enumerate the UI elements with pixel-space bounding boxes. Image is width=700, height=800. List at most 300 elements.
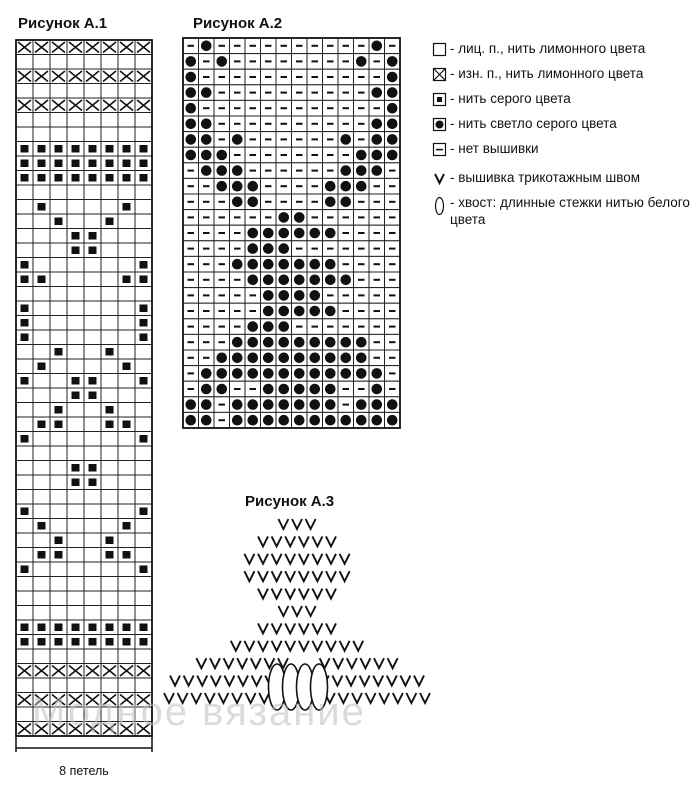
- a2-dot-mark: [387, 87, 398, 98]
- a1-knit-cell: [33, 55, 50, 70]
- a1-square-mark: [140, 160, 148, 168]
- a2-dash-mark: [188, 45, 195, 47]
- a2-dash-mark: [312, 248, 319, 250]
- a1-knit-cell: [67, 113, 84, 128]
- legend-text: - вышивка трикотажным швом: [450, 170, 641, 185]
- a2-dot-mark: [294, 275, 305, 286]
- a1-knit-cell: [84, 127, 101, 142]
- a1-knit-cell: [67, 330, 84, 345]
- a1-knit-cell: [67, 258, 84, 273]
- a2-dash-mark: [327, 248, 334, 250]
- a1-knit-cell: [16, 287, 33, 302]
- a1-knit-cell: [16, 490, 33, 505]
- a1-square-mark: [21, 508, 29, 516]
- a1-knit-cell: [50, 330, 67, 345]
- a2-dash-mark: [343, 263, 350, 265]
- a2-dot-mark: [278, 415, 289, 426]
- a3-v-stitch: [299, 571, 309, 581]
- a1-knit-cell: [118, 461, 135, 476]
- a1-knit-cell: [118, 388, 135, 403]
- legend-text: - нить светло серого цвета: [450, 116, 617, 131]
- a3-v-stitch: [292, 606, 302, 616]
- a1-knit-cell: [101, 185, 118, 200]
- a1-square-mark: [89, 232, 97, 240]
- a1-knit-cell: [33, 432, 50, 447]
- a1-square-mark: [89, 247, 97, 255]
- a1-knit-cell: [118, 490, 135, 505]
- a2-dot-mark: [263, 228, 274, 239]
- a1-knit-cell: [135, 388, 152, 403]
- a1-knit-cell: [135, 214, 152, 229]
- a3-v-stitch: [278, 519, 288, 529]
- a2-dash-mark: [374, 248, 381, 250]
- a1-square-mark: [140, 261, 148, 269]
- a1-square-mark: [106, 174, 114, 182]
- a2-dot-mark: [294, 384, 305, 395]
- a2-dot-mark: [309, 399, 320, 410]
- a3-v-stitch: [326, 536, 336, 546]
- a2-dash-mark: [327, 60, 334, 62]
- a2-dot-mark: [387, 415, 398, 426]
- a1-knit-cell: [84, 287, 101, 302]
- a2-dot-mark: [340, 134, 351, 145]
- a1-square-mark: [38, 421, 46, 429]
- a2-dot-mark: [263, 384, 274, 395]
- legend-item-light-grey: [432, 115, 694, 132]
- a3-v-stitch: [414, 676, 424, 686]
- a2-dash-mark: [312, 123, 319, 125]
- a1-knit-cell: [135, 548, 152, 563]
- a1-square-mark: [38, 174, 46, 182]
- a2-dash-mark: [203, 279, 210, 281]
- a1-knit-cell: [67, 591, 84, 606]
- a2-dot-mark: [232, 368, 243, 379]
- a2-dash-mark: [250, 76, 257, 78]
- a2-dash-mark: [188, 201, 195, 203]
- a2-dash-mark: [374, 185, 381, 187]
- a1-knit-cell: [50, 316, 67, 331]
- a1-square-mark: [140, 638, 148, 646]
- a2-dash-mark: [358, 248, 365, 250]
- a1-knit-cell: [50, 606, 67, 621]
- a3-v-stitch: [312, 554, 322, 564]
- a3-v-stitch: [326, 623, 336, 633]
- a1-knit-cell: [16, 548, 33, 563]
- a2-dash-mark: [188, 357, 195, 359]
- a2-dash-mark: [234, 107, 241, 109]
- a2-dash-mark: [188, 326, 195, 328]
- a1-knit-cell: [135, 446, 152, 461]
- a2-dot-mark: [185, 72, 196, 83]
- a1-knit-cell: [101, 258, 118, 273]
- big-dot-square-icon: [432, 117, 447, 132]
- a3-v-stitch: [366, 693, 376, 703]
- a2-dot-mark: [294, 353, 305, 364]
- a2-dash-mark: [203, 201, 210, 203]
- a2-dot-mark: [278, 259, 289, 270]
- a2-dash-mark: [188, 341, 195, 343]
- a2-dot-mark: [309, 337, 320, 348]
- a1-knit-cell: [101, 606, 118, 621]
- a2-dash-mark: [343, 60, 350, 62]
- a3-v-stitch: [258, 554, 268, 564]
- a1-knit-cell: [101, 113, 118, 128]
- a3-v-stitch: [340, 641, 350, 651]
- a2-dash-mark: [219, 263, 226, 265]
- a1-knit-cell: [118, 330, 135, 345]
- legend-text: - нить серого цвета: [450, 91, 571, 106]
- a2-dot-mark: [371, 415, 382, 426]
- a2-dash-mark: [327, 107, 334, 109]
- a2-dot-mark: [201, 368, 212, 379]
- a1-knit-cell: [84, 200, 101, 215]
- a3-v-stitch: [272, 589, 282, 599]
- a1-square-mark: [140, 319, 148, 327]
- a2-dot-mark: [278, 228, 289, 239]
- a2-dash-mark: [203, 107, 210, 109]
- a1-knit-cell: [16, 446, 33, 461]
- a1-knit-cell: [50, 287, 67, 302]
- a1-knit-cell: [16, 461, 33, 476]
- a2-dash-mark: [281, 201, 288, 203]
- a1-knit-cell: [118, 287, 135, 302]
- a1-knit-cell: [50, 127, 67, 142]
- a1-knit-cell: [84, 591, 101, 606]
- a3-v-stitch: [312, 623, 322, 633]
- a2-dot-mark: [294, 368, 305, 379]
- a1-knit-cell: [135, 475, 152, 490]
- a1-knit-cell: [118, 185, 135, 200]
- a1-square-mark: [38, 624, 46, 632]
- a1-knit-cell: [84, 403, 101, 418]
- a2-dash-mark: [203, 76, 210, 78]
- a1-knit-cell: [33, 577, 50, 592]
- a1-knit-cell: [84, 359, 101, 374]
- legend-item-purl: [432, 65, 694, 82]
- a1-knit-cell: [50, 185, 67, 200]
- a1-knit-cell: [67, 55, 84, 70]
- a1-knit-cell: [118, 504, 135, 519]
- a2-dash-mark: [219, 123, 226, 125]
- a2-dot-mark: [356, 399, 367, 410]
- a1-knit-cell: [50, 272, 67, 287]
- a2-dash-mark: [374, 263, 381, 265]
- a1-knit-cell: [101, 504, 118, 519]
- a2-dot-mark: [232, 134, 243, 145]
- a1-square-mark: [106, 160, 114, 168]
- legend-item-knit: [432, 40, 694, 57]
- a2-dash-mark: [281, 154, 288, 156]
- legend-item-grey: [432, 90, 694, 107]
- a3-v-stitch: [388, 658, 398, 668]
- a3-v-stitch: [420, 693, 430, 703]
- a1-square-mark: [21, 174, 29, 182]
- a2-dot-mark: [263, 243, 274, 254]
- a1-knit-cell: [84, 84, 101, 99]
- a2-dash-mark: [203, 60, 210, 62]
- a2-dot-mark: [185, 103, 196, 114]
- a2-dash-mark: [358, 279, 365, 281]
- a1-knit-cell: [67, 301, 84, 316]
- a1-knit-cell: [33, 258, 50, 273]
- a2-dash-mark: [219, 107, 226, 109]
- a1-knit-cell: [135, 577, 152, 592]
- a2-dash-mark: [203, 357, 210, 359]
- a1-knit-cell: [101, 475, 118, 490]
- a3-v-stitch: [340, 571, 350, 581]
- a2-dash-mark: [343, 326, 350, 328]
- a2-dot-mark: [263, 290, 274, 301]
- a2-dash-mark: [250, 154, 257, 156]
- a2-dot-mark: [247, 243, 258, 254]
- a2-dash-mark: [389, 310, 396, 312]
- a2-dash-mark: [296, 201, 303, 203]
- a1-square-mark: [106, 638, 114, 646]
- a1-knit-cell: [67, 446, 84, 461]
- a1-knit-cell: [101, 591, 118, 606]
- a2-dash-mark: [343, 404, 350, 406]
- a3-v-stitch: [292, 519, 302, 529]
- a2-dash-mark: [296, 154, 303, 156]
- a3-v-stitch: [258, 571, 268, 581]
- a1-square-mark: [140, 145, 148, 153]
- legend-text: - лиц. п., нить лимонного цвета: [450, 41, 646, 56]
- a3-v-stitch: [346, 676, 356, 686]
- a2-dash-mark: [327, 294, 334, 296]
- a3-v-stitch: [400, 676, 410, 686]
- a2-dash-mark: [312, 60, 319, 62]
- a1-knit-cell: [84, 55, 101, 70]
- a2-dash-mark: [389, 326, 396, 328]
- a2-dash-mark: [327, 138, 334, 140]
- a2-dash-mark: [327, 170, 334, 172]
- a1-square-mark: [123, 624, 131, 632]
- a1-square-mark: [106, 406, 114, 414]
- a2-dot-mark: [247, 228, 258, 239]
- a2-dot-mark: [216, 353, 227, 364]
- a1-knit-cell: [33, 649, 50, 664]
- a3-v-stitch: [374, 658, 384, 668]
- a2-dash-mark: [188, 263, 195, 265]
- a1-knit-cell: [101, 649, 118, 664]
- a2-dash-mark: [234, 388, 241, 390]
- a1-knit-cell: [50, 55, 67, 70]
- a1-square-mark: [38, 363, 46, 371]
- a1-knit-cell: [67, 504, 84, 519]
- a1-knit-cell: [50, 519, 67, 534]
- a3-v-stitch: [210, 658, 220, 668]
- a1-knit-cell: [67, 432, 84, 447]
- a3-v-stitch: [224, 676, 234, 686]
- a2-dot-mark: [232, 415, 243, 426]
- a1-knit-cell: [101, 388, 118, 403]
- a1-knit-cell: [16, 533, 33, 548]
- a3-v-stitch: [224, 658, 234, 668]
- a2-dash-mark: [265, 123, 272, 125]
- a1-knit-cell: [50, 475, 67, 490]
- a1-knit-cell: [67, 316, 84, 331]
- a2-dash-mark: [219, 404, 226, 406]
- a2-dash-mark: [265, 216, 272, 218]
- a2-dash-mark: [219, 248, 226, 250]
- a2-dash-mark: [296, 185, 303, 187]
- a2-dot-mark: [340, 415, 351, 426]
- a2-dash-mark: [374, 341, 381, 343]
- a2-dash-mark: [374, 279, 381, 281]
- a1-knit-cell: [84, 562, 101, 577]
- a3-v-stitch: [360, 658, 370, 668]
- a3-v-stitch: [285, 571, 295, 581]
- a1-square-mark: [72, 232, 80, 240]
- a1-square-mark: [72, 247, 80, 255]
- a1-knit-cell: [16, 707, 33, 722]
- a2-dot-mark: [294, 415, 305, 426]
- a1-knit-cell: [101, 200, 118, 215]
- a1-knit-cell: [118, 243, 135, 258]
- a1-knit-cell: [33, 301, 50, 316]
- a2-dash-mark: [312, 201, 319, 203]
- a2-dash-mark: [265, 76, 272, 78]
- a2-dash-mark: [281, 138, 288, 140]
- a1-square-mark: [38, 551, 46, 559]
- a2-dash-mark: [234, 294, 241, 296]
- a1-knit-cell: [101, 330, 118, 345]
- a1-knit-cell: [135, 606, 152, 621]
- a1-knit-cell: [118, 84, 135, 99]
- a1-knit-cell: [101, 316, 118, 331]
- a1-knit-cell: [67, 185, 84, 200]
- a2-dot-mark: [201, 41, 212, 52]
- a2-dot-mark: [216, 384, 227, 395]
- a2-dash-mark: [250, 294, 257, 296]
- a1-knit-cell: [84, 214, 101, 229]
- a2-dash-mark: [250, 388, 257, 390]
- a2-dash-mark: [358, 92, 365, 94]
- a1-square-mark: [55, 160, 63, 168]
- a2-dot-mark: [247, 275, 258, 286]
- a1-knit-cell: [118, 591, 135, 606]
- a2-dot-mark: [325, 181, 336, 192]
- a2-dash-mark: [219, 138, 226, 140]
- a2-dot-mark: [263, 259, 274, 270]
- a2-dot-mark: [387, 103, 398, 114]
- a2-dot-mark: [263, 337, 274, 348]
- a3-v-stitch: [244, 571, 254, 581]
- a2-dot-mark: [294, 306, 305, 317]
- a2-dash-mark: [374, 232, 381, 234]
- a1-knit-cell: [50, 562, 67, 577]
- a1-knit-cell: [16, 214, 33, 229]
- a1-knit-cell: [135, 403, 152, 418]
- a2-dot-mark: [216, 368, 227, 379]
- a1-square-mark: [106, 218, 114, 226]
- a1-knit-cell: [50, 577, 67, 592]
- a1-knit-cell: [84, 577, 101, 592]
- a2-dot-mark: [371, 384, 382, 395]
- a2-dot-mark: [340, 368, 351, 379]
- a2-dash-mark: [265, 45, 272, 47]
- a2-dash-mark: [219, 419, 226, 421]
- a1-knit-cell: [50, 504, 67, 519]
- a2-dash-mark: [281, 76, 288, 78]
- a1-knit-cell: [84, 446, 101, 461]
- a2-dash-mark: [358, 294, 365, 296]
- a2-dot-mark: [340, 165, 351, 176]
- a1-knit-cell: [84, 519, 101, 534]
- a1-knit-cell: [50, 591, 67, 606]
- a2-dash-mark: [343, 154, 350, 156]
- a2-dash-mark: [234, 310, 241, 312]
- a1-knit-cell: [67, 417, 84, 432]
- a1-knit-cell: [16, 678, 33, 693]
- a2-dash-mark: [234, 279, 241, 281]
- a2-dash-mark: [389, 201, 396, 203]
- a2-dash-mark: [234, 76, 241, 78]
- a2-dash-mark: [188, 185, 195, 187]
- a1-square-mark: [21, 160, 29, 168]
- a1-knit-cell: [16, 55, 33, 70]
- a1-knit-cell: [135, 185, 152, 200]
- a2-dot-mark: [325, 384, 336, 395]
- a2-dash-mark: [281, 185, 288, 187]
- a1-square-mark: [38, 522, 46, 530]
- a1-knit-cell: [135, 113, 152, 128]
- a1-knit-cell: [118, 606, 135, 621]
- a1-knit-cell: [118, 374, 135, 389]
- a2-dot-mark: [232, 259, 243, 270]
- a2-dash-mark: [250, 170, 257, 172]
- a1-knit-cell: [84, 417, 101, 432]
- a2-dash-mark: [343, 388, 350, 390]
- a1-square-mark: [38, 276, 46, 284]
- a2-dot-mark: [185, 119, 196, 130]
- a1-knit-cell: [67, 562, 84, 577]
- a1-knit-cell: [33, 504, 50, 519]
- a2-dot-mark: [309, 228, 320, 239]
- a3-v-stitch: [312, 641, 322, 651]
- a2-dot-mark: [185, 415, 196, 426]
- a2-dash-mark: [203, 341, 210, 343]
- a2-dash-mark: [203, 294, 210, 296]
- a3-v-stitch: [299, 623, 309, 633]
- a1-knit-cell: [84, 185, 101, 200]
- a3-v-stitch: [285, 623, 295, 633]
- a2-dash-mark: [234, 248, 241, 250]
- a2-dash-mark: [374, 107, 381, 109]
- a2-dash-mark: [188, 294, 195, 296]
- a2-dash-mark: [265, 201, 272, 203]
- a1-square-mark: [21, 145, 29, 153]
- v-stitch-icon: [432, 171, 447, 186]
- a2-dot-mark: [247, 197, 258, 208]
- a1-knit-cell: [135, 533, 152, 548]
- a2-dash-mark: [327, 76, 334, 78]
- a2-dash-mark: [343, 45, 350, 47]
- a2-dot-mark: [232, 337, 243, 348]
- a1-square-mark: [21, 319, 29, 327]
- a2-dot-mark: [325, 197, 336, 208]
- a1-knit-cell: [67, 403, 84, 418]
- a1-knit-cell: [16, 388, 33, 403]
- a1-knit-cell: [67, 84, 84, 99]
- a2-dot-mark: [340, 197, 351, 208]
- a1-square-mark: [89, 392, 97, 400]
- a2-dash-mark: [389, 357, 396, 359]
- a1-square-mark: [21, 305, 29, 313]
- a2-dash-mark: [265, 170, 272, 172]
- a2-dot-mark: [278, 243, 289, 254]
- a2-dot-mark: [263, 368, 274, 379]
